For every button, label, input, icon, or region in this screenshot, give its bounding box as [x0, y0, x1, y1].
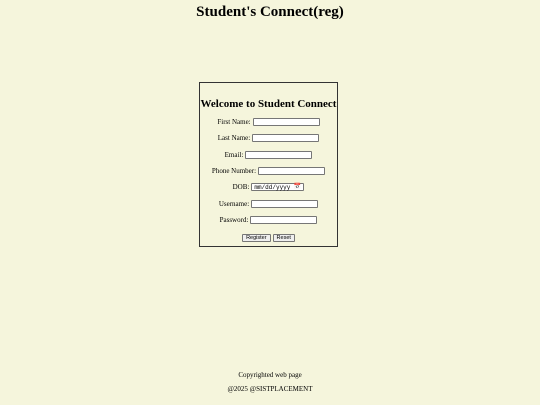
page-title: Student's Connect(reg) — [196, 4, 344, 20]
password-input[interactable] — [250, 216, 317, 224]
phone-input[interactable] — [258, 167, 325, 175]
reset-button[interactable]: Reset — [273, 234, 295, 242]
email-input[interactable] — [245, 151, 312, 159]
first-name-row — [200, 118, 337, 126]
last-name-input[interactable] — [252, 134, 319, 142]
email-label: Email: — [224, 151, 244, 159]
registration-form — [199, 82, 338, 247]
password-label: Password: — [219, 216, 249, 224]
footer-credit: @2025 @SISTPLACEMENT — [227, 385, 313, 393]
first-name-input[interactable] — [253, 118, 320, 126]
footer-copyright: Copyrighted web page — [238, 371, 302, 379]
phone-row — [200, 167, 337, 175]
form-heading: Welcome to Student Connect — [200, 98, 337, 110]
form-buttons — [200, 234, 337, 242]
dob-placeholder: mm/dd/yyyy — [254, 183, 291, 191]
first-name-label: First Name: — [217, 118, 251, 126]
dob-row — [200, 183, 337, 191]
last-name-row — [200, 134, 337, 142]
last-name-label: Last Name: — [217, 134, 251, 142]
password-row — [200, 216, 337, 224]
calendar-icon[interactable]: 📅 — [293, 183, 302, 190]
phone-label: Phone Number: — [211, 167, 257, 175]
username-row — [200, 200, 337, 208]
username-label: Username: — [218, 200, 250, 208]
username-input[interactable] — [251, 200, 318, 208]
email-row — [200, 151, 337, 159]
dob-input[interactable] — [251, 183, 304, 191]
register-button[interactable]: Register — [242, 234, 270, 242]
dob-label: DOB: — [232, 183, 250, 191]
